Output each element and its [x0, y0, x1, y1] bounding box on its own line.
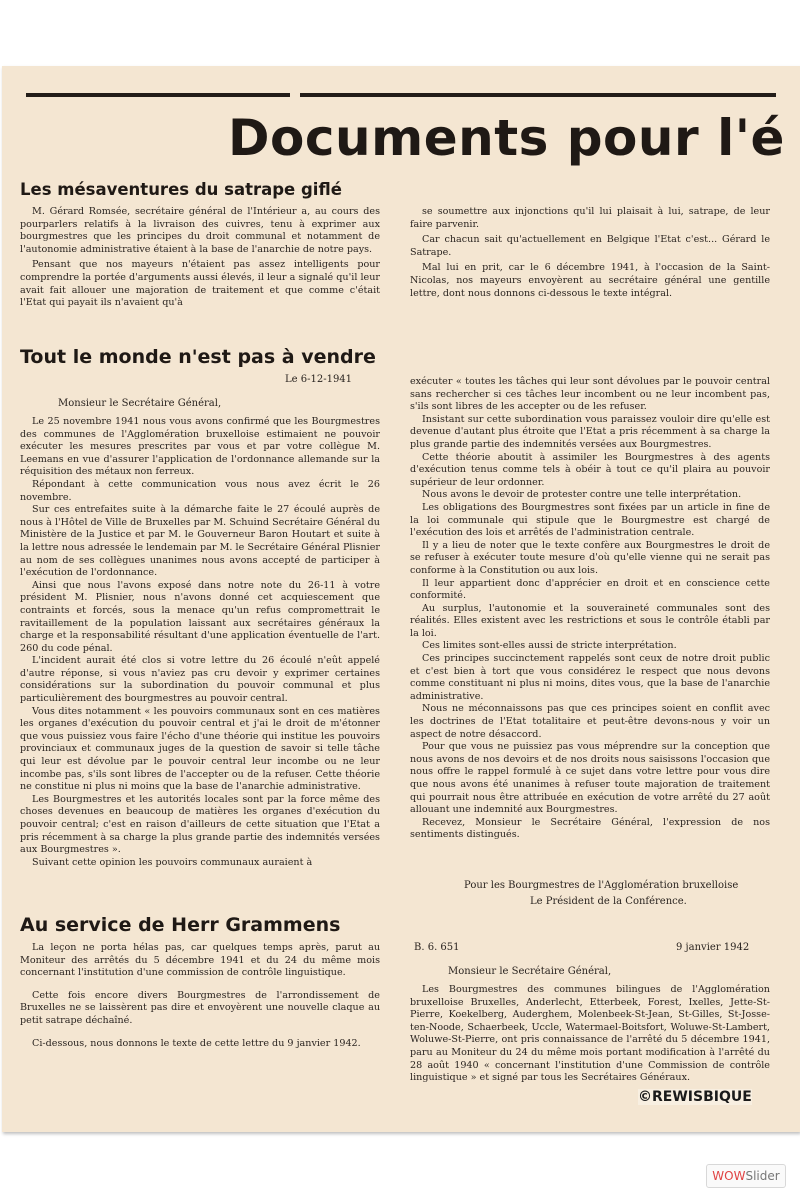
section2-left-column: [20, 416, 380, 928]
paragraph: Car chacun sait qu'actuellement en Belgique l'Etat c'est... Gérard le Satrape.: [410, 234, 770, 258]
paragraph: Nous ne méconnaissons pas que ces principes soient en conflit avec les doctrines de l'Etat totalitaire et peut-être devons-nous y voir un aspect de notre désaccord.: [410, 703, 770, 740]
letter-salutation: Monsieur le Secrétaire Général,: [58, 398, 222, 409]
paragraph: exécuter « toutes les tâches qui leur sont dévolues par le pouvoir central sans rechercher si ces tâches leur incombent ou ne leur incombent pas, s'ils sont libres de les accepter ou de les refuser.: [410, 376, 770, 413]
paragraph: Cette théorie aboutit à assimiler les Bourgmestres à des agents d'exécution tenus comme tels à obéir à tout ce qu'il plaira au pouvoir supérieur de leur ordonner.: [410, 451, 770, 488]
paragraph: Les Bourgmestres et les autorités locales sont par la force même des choses devenues en beaucoup de matières les organes d'exécution du pouvoir central; c'est en raison d'ailleurs de cette situation que l'Etat a pris récemment à sa charge la plus grande partie des indemnités versées aux Bourgmestres ».: [20, 793, 380, 856]
paragraph: Pour que vous ne puissiez pas vous méprendre sur la conception que nous avons de nos devoirs et de nos droits nous saisissons l'occasion que nous offre le rappel formulé à ce sujet dans votre lettre pour vous dire que nous avons été unanimes à refuser toute majoration de traitement qui pourrait nous être attribuée en exécution de votre arrêté du 27 août allouant une indemnité aux Bourgmestres.: [410, 741, 770, 816]
paragraph: se soumettre aux injonctions qu'il lui plaisait à lui, satrape, de leur faire parvenir.: [410, 206, 770, 230]
paragraph: Il leur appartient donc d'apprécier en droit et en conscience cette conformité.: [410, 577, 770, 602]
paragraph: Suivant cette opinion les pouvoirs communaux auraient à: [32, 856, 313, 868]
masthead-rule-left: [26, 93, 290, 97]
paragraph: Mal lui en prit, car le 6 décembre 1941, à l'occasion de la Saint-Nicolas, nos mayeurs envoyèrent au secrétaire général une gentille lettre, dont nous donnons ci-dessous le texte intégral.: [410, 262, 770, 299]
paragraph: Pensant que nos mayeurs n'étaient pas assez intelligents pour comprendre la portée d'arguments aussi élevés, il leur a signalé qu'il leur avait fait allouer une majoration de traitement et que comme c'était l'Etat qui payait ils n'avaient qu'à: [20, 259, 380, 309]
section1-right-column: [410, 206, 770, 330]
paragraph: Insistant sur cette subordination vous paraissez vouloir dire qu'elle est devenue d'autant plus étroite que l'Etat a pris récemment à sa charge la plus grande partie des indemnités versées aux Bourgmestres.: [410, 413, 770, 450]
section1-left-column: [20, 206, 380, 336]
newspaper-page: [2, 66, 800, 1132]
paragraph: Ces limites sont-elles aussi de stricte interprétation.: [422, 640, 677, 652]
letter-date-1942: 9 janvier 1942: [676, 942, 750, 953]
paragraph: Les Bourgmestres des communes bilingues de l'Agglomération bruxelloise Bruxelles, Anderlecht, Etterbeek, Forest, Ixelles, Jette-St-Pierre, Koekelberg, Auderghem, Molenbeek-St-Jean, St-Gilles, St-Josse-ten-Noode, Schaerbeek, Uccle, Watermael-Boitsfort, Woluwe-St-Lambert, Woluwe-St-Pierre, ont pris connaissance de l'arrêté du 5 décembre 1941, paru au Moniteur du 24 du même mois portant modification à l'arrêté du 28 août 1940 « concernant l'institution d'une Commission de contrôle linguistique » et signé par tous les Secrétaires Généraux.: [410, 984, 770, 1084]
letter-date: Le 6-12-1941: [285, 374, 353, 385]
paragraph: Vous dites notamment « les pouvoirs communaux sont en ces matières les organes d'exécution du pouvoir central et j'ai le droit de m'étonner que vous puissiez vous faire l'écho d'une théorie qui institue les pouvoirs provinciaux et communaux juges de la question de savoir si telle tâche qui leur est dévolue par le pouvoir central leur incombe ou ne leur incombe pas, s'ils sont libres de l'accepter ou de la refuser. Cette théorie ne constitue ni plus ni moins que la base de l'anarchie administrative.: [20, 705, 380, 793]
paragraph: Au surplus, l'autonomie et la souveraineté communales sont des réalités. Elles existent avec les restrictions et sous le contrôle établi par la loi.: [410, 602, 770, 639]
section-title-vendre: Tout le monde n'est pas à vendre: [20, 346, 376, 368]
section3-left-column: [20, 942, 380, 1108]
letter-salutation-1942: Monsieur le Secrétaire Général,: [448, 966, 612, 977]
paragraph: Nous avons le devoir de protester contre une telle interprétation.: [422, 489, 742, 501]
copyright-credit: ©REWISBIQUE: [638, 1089, 752, 1105]
wow-label: WOW: [712, 1169, 746, 1183]
signature-line-2: Le Président de la Conférence.: [530, 896, 687, 907]
paragraph: La leçon ne porta hélas pas, car quelques temps après, parut au Moniteur des arrêtés du 5 décembre 1941 et du 24 du même mois concernant l'institution d'une commission de contrôle linguistique.: [20, 942, 380, 979]
paragraph: Ainsi que nous l'avons exposé dans notre note du 26-11 à votre président M. Plisnier, nous n'avons donné cet acquiescement que contraints et forcés, sous la menace qu'un refus compromettrait le ravitaillement de la population laissant aux secrétaires généraux la charge et la responsabilité résultant d'une application éventuelle de l'art. 260 du code pénal.: [20, 579, 380, 654]
paragraph: Répondant à cette communication vous nous avez écrit le 26 novembre.: [20, 478, 380, 503]
paragraph: Cette fois encore divers Bourgmestres de l'arrondissement de Bruxelles ne se laissèrent pas dire et envoyèrent une nouvelle claque au petit satrape déchaîné.: [20, 989, 380, 1026]
slider-label: Slider: [745, 1169, 780, 1183]
paragraph: Sur ces entrefaites suite à la démarche faite le 27 écoulé auprès de nous à l'Hôtel de Ville de Bruxelles par M. Schuind Secrétaire Général du Ministère de la Justice et par M. le Gouverneur Baron Houtart et suite à la lettre nous adressée le lendemain par M. le Secrétaire Général Plisnier au nom de ses collègues unanimes nous avons accepté de participer à l'exécution de l'ordonnance.: [20, 504, 380, 579]
paragraph: Le 25 novembre 1941 nous vous avons confirmé que les Bourgmestres des communes de l'Agglomération bruxelloise estimaient ne pouvoir exécuter les mesures prescrites par vous et par votre collègue M. Leemans en vue d'assurer l'application de l'ordonnance allemande sur la réquisition des métaux non ferreux.: [20, 416, 380, 478]
wowslider-badge[interactable]: [706, 1164, 786, 1188]
masthead-title: Documents pour l'é: [228, 109, 785, 167]
paragraph: Les obligations des Bourgmestres sont fixées par un article in fine de la loi communale qui stipule que le Bourgmestre est chargé de l'exécution des lois et arrêtés de l'administration centrale.: [410, 501, 770, 539]
letter-reference: B. 6. 651: [414, 942, 460, 953]
paragraph: Recevez, Monsieur le Secrétaire Général, l'expression de nos sentiments distingués.: [410, 816, 770, 841]
masthead-rule-right: [300, 93, 776, 97]
section-title-satrape: Les mésaventures du satrape giflé: [20, 180, 342, 199]
paragraph: L'incident aurait été clos si votre lettre du 26 écoulé n'eût appelé d'autre réponse, si vous n'aviez pas cru devoir y exprimer certaines considérations sur la subordination du pouvoir communal et plus particulièrement des bourgmestres au pouvoir central.: [20, 655, 380, 705]
paragraph: Ci-dessous, nous donnons le texte de cette lettre du 9 janvier 1942.: [32, 1037, 361, 1049]
section2-right-column: [410, 376, 770, 876]
signature-line-1: Pour les Bourgmestres de l'Agglomération bruxelloise: [464, 880, 739, 891]
paragraph: Ces principes succinctement rappelés sont ceux de notre droit public et c'est bien à tort que vous considérez le respect que nous devons comme constituant ni plus ni moins, dites vous, que la base de l'anarchie administrative.: [410, 653, 770, 702]
paragraph: Il y a lieu de noter que le texte confère aux Bourgmestres le droit de se refuser à exécuter toute mesure d'où qu'elle vienne qui ne serait pas conforme à la Constitution ou aux lois.: [410, 539, 770, 576]
paragraph: M. Gérard Romsée, secrétaire général de l'Intérieur a, au cours des pourparlers relatifs à la livraison des cuivres, tenu à exprimer aux bourgmestres que les principes du droit communal et notamment de l'autonomie administrative étaient à la base de l'anarchie de notre pays.: [20, 206, 380, 255]
section-title-grammens: Au service de Herr Grammens: [20, 914, 341, 936]
